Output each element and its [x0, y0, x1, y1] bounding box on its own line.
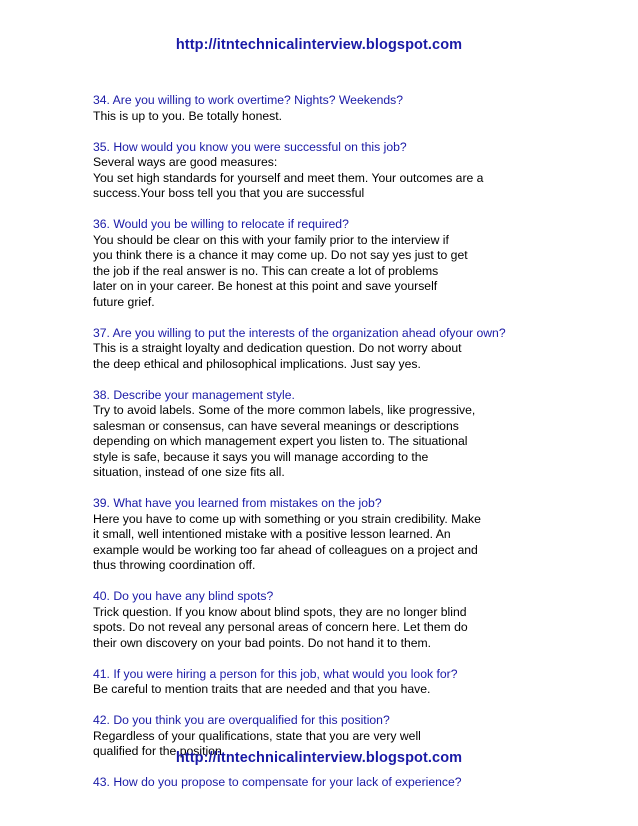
qa-item [93, 93, 533, 124]
answer-line: you think there is a chance it may come up. Do not say yes just to get [93, 248, 468, 262]
question-text: 35. How would you know you were successful on this job? [93, 139, 407, 154]
qa-item [93, 388, 533, 481]
qa-item [93, 589, 533, 651]
answer-line: salesman or consensus, can have several meanings or descriptions [93, 418, 459, 433]
header-blog-link[interactable]: http://itntechnicalinterview.blogspot.com [175, 37, 463, 53]
qa-item [93, 667, 533, 698]
answer-line: Several ways are good measures: [93, 155, 278, 169]
question-text: 38. Describe your management style. [93, 387, 295, 402]
answer-line: spots. Do not reveal any personal areas of concern here. Let them do [93, 620, 468, 634]
qa-item [93, 326, 533, 373]
answer-line: You set high standards for yourself and meet them. Your outcomes are a [93, 170, 484, 185]
question-text: 40. Do you have any blind spots? [93, 589, 274, 603]
qa-item [93, 496, 533, 574]
answer-line: situation, instead of one size fits all. [93, 465, 285, 479]
answer-line: thus throwing coordination off. [93, 558, 256, 572]
answer-line: style is safe, because it says you will manage according to the [93, 449, 429, 464]
question-text: 43. How do you propose to compensate for your lack of experience? [93, 775, 462, 789]
qa-list [93, 93, 533, 806]
answer-line: Be careful to mention traits that are needed and that you have. [93, 682, 431, 696]
question-text: 34. Are you willing to work overtime? Nights? Weekends? [93, 93, 404, 107]
answer-line: Regardless of your qualifications, state that you are very well [93, 728, 421, 743]
answer-line: You should be clear on this with your family prior to the interview if [93, 232, 449, 247]
answer-line: Here you have to come up with something or you strain credibility. Make [93, 511, 481, 526]
qa-item [93, 217, 533, 310]
answer-line: later on in your career. Be honest at this point and save yourself [93, 279, 438, 293]
answer-line: future grief. [93, 294, 155, 309]
question-text: 36. Would you be willing to relocate if required? [93, 217, 349, 231]
question-text: 42. Do you think you are overqualified for this position? [93, 713, 390, 727]
answer-line: the deep ethical and philosophical implications. Just say yes. [93, 356, 421, 371]
answer-line: success.Your boss tell you that you are successful [93, 186, 365, 200]
answer-line: it small, well intentioned mistake with a positive lesson learned. An [93, 527, 451, 541]
qa-item [93, 140, 533, 202]
answer-line: Trick question. If you know about blind spots, they are no longer blind [93, 604, 467, 619]
answer-line: This is up to you. Be totally honest. [93, 108, 283, 123]
answer-line: their own discovery on your bad points. Do not hand it to them. [93, 635, 432, 650]
answer-line: example would be working too far ahead of colleagues on a project and [93, 542, 478, 557]
question-text: 37. Are you willing to put the interests of the organization ahead ofyour own? [93, 325, 506, 340]
answer-line: the job if the real answer is no. This can create a lot of problems [93, 263, 439, 278]
question-text: 41. If you were hiring a person for this job, what would you look for? [93, 666, 458, 681]
answer-line: This is a straight loyalty and dedication question. Do not worry about [93, 341, 462, 355]
question-text: 39. What have you learned from mistakes on the job? [93, 496, 382, 510]
footer-blog-link[interactable]: http://itntechnicalinterview.blogspot.com [175, 750, 463, 766]
answer-line: depending on which management expert you listen to. The situational [93, 434, 468, 448]
answer-line: qualified for the position. [93, 744, 226, 758]
qa-item [93, 775, 533, 791]
answer-line: Try to avoid labels. Some of the more common labels, like progressive, [93, 403, 476, 417]
